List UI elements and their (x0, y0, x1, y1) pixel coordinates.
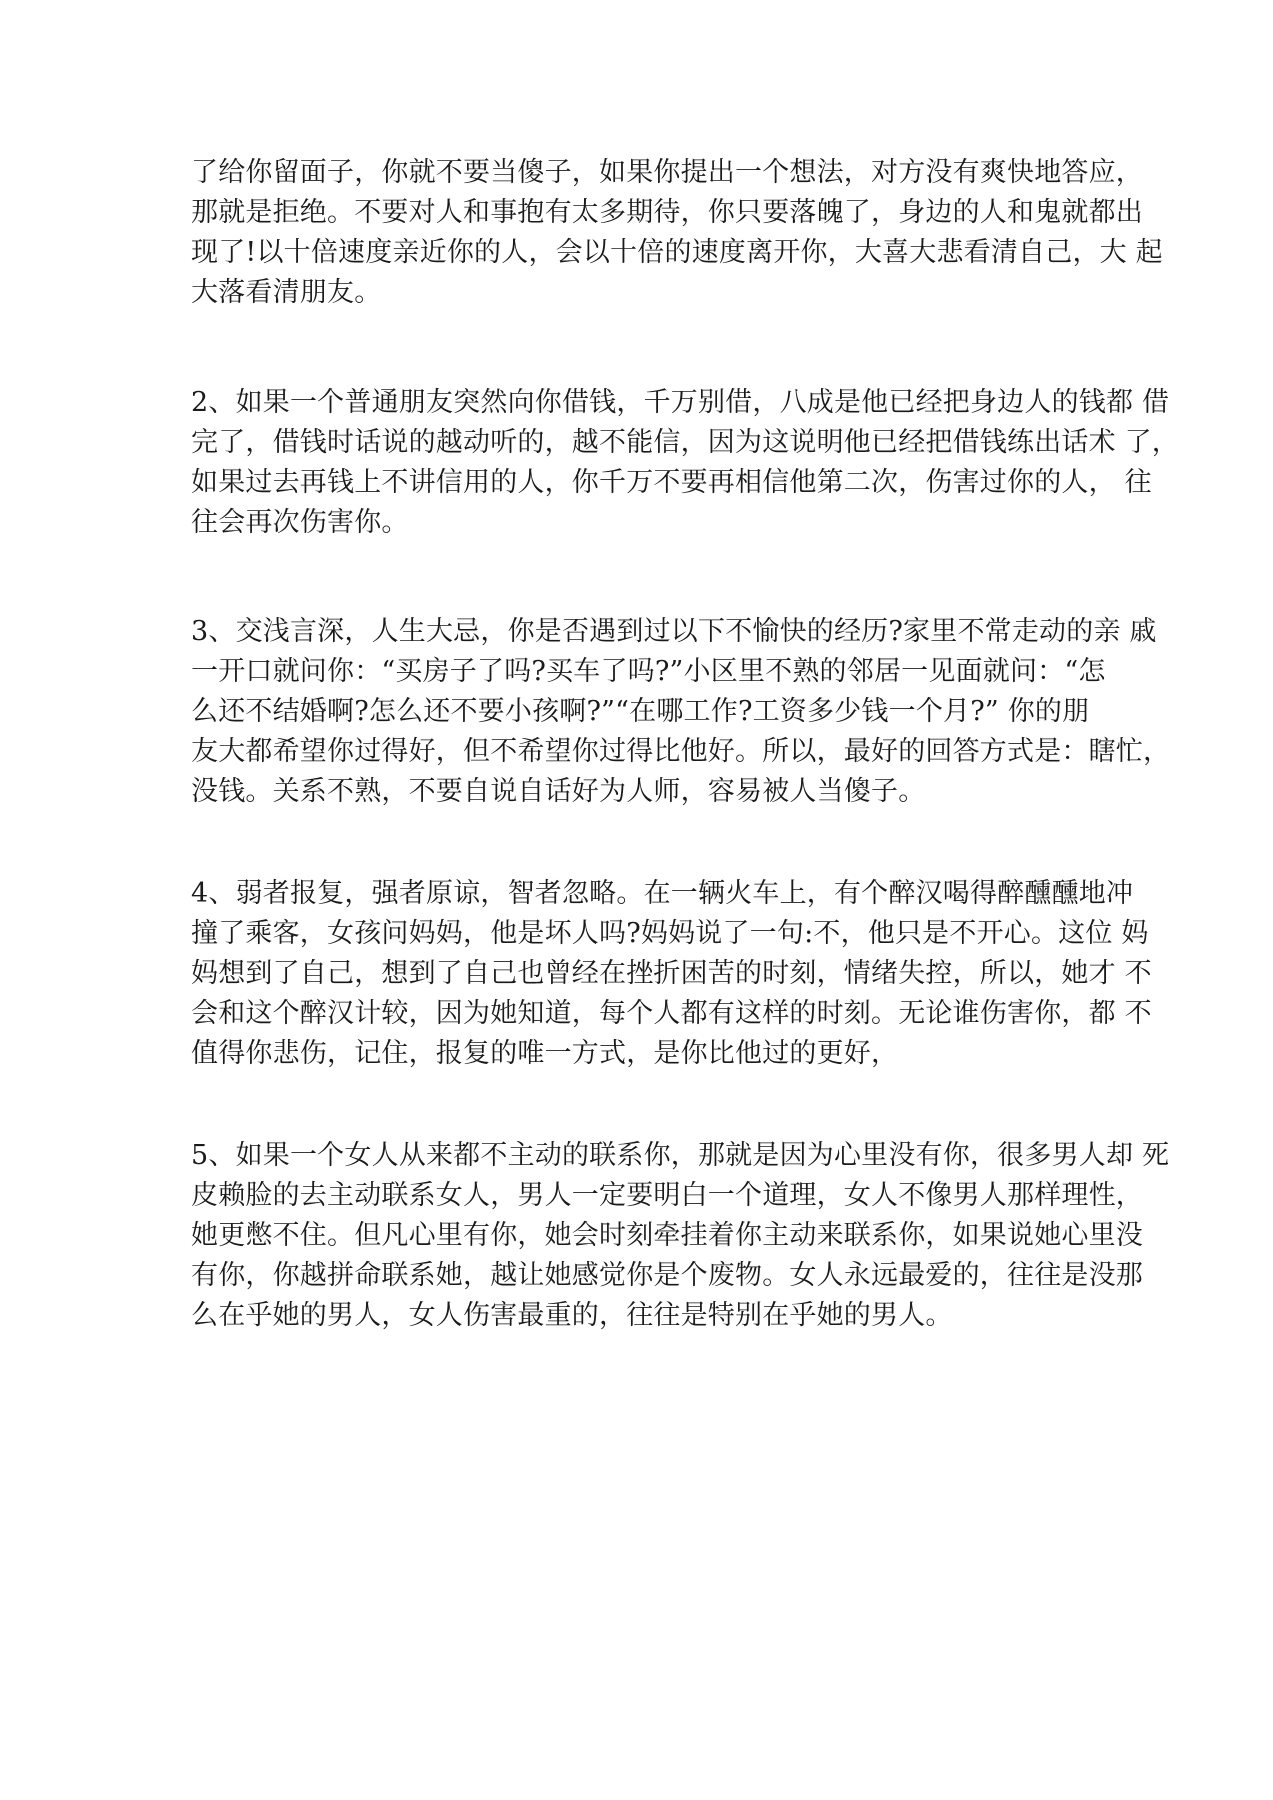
paragraph-3 (191, 612, 1171, 812)
text-line: 么还不结婚啊?怎么还不要小孩啊?”“在哪工作?工资多少钱一个月?” 你的朋 (191, 696, 1090, 727)
text-line: 么在乎她的男人，女人伤害最重的，往往是特别在乎她的男人。 (191, 1300, 953, 1331)
text-line: 了给你留面子，你就不要当傻子，如果你提出一个想法，对方没有爽快地答应， (191, 157, 1143, 188)
text-line: 往会再次伤害你。 (191, 507, 409, 538)
text-line: 友大都希望你过得好，但不希望你过得比他好。所以，最好的回答方式是：瞎忙， (191, 736, 1171, 767)
paragraph-2 (191, 383, 1179, 543)
text-line: 值得你悲伤，记住，报复的唯一方式，是你比他过的更好， (191, 1038, 899, 1069)
text-line: 完了，借钱时话说的越动听的，越不能信，因为这说明他已经把借钱练出话术 了， (191, 427, 1179, 458)
text-line: 一开口就问你：“买房子了吗?买车了吗?”小区里不熟的邻居一见面就问：“怎 (191, 656, 1106, 687)
text-line: 会和这个醉汉计较，因为她知道，每个人都有这样的时刻。无论谁伤害你，都 不 (191, 998, 1152, 1029)
text-line: 皮赖脸的去主动联系女人，男人一定要明白一个道理，女人不像男人那样理性， (191, 1180, 1143, 1211)
text-line: 5、如果一个女人从来都不主动的联系你，那就是因为心里没有你，很多男人却 死 (191, 1140, 1170, 1171)
text-line: 有你，你越拼命联系她，越让她感觉你是个废物。女人永远最爱的，往往是没那 (191, 1260, 1143, 1291)
text-line: 那就是拒绝。不要对人和事抱有太多期待，你只要落魄了，身边的人和鬼就都出 (191, 197, 1143, 228)
text-line: 大落看清朋友。 (191, 277, 382, 308)
paragraph-5 (191, 1136, 1170, 1336)
text-line: 她更憋不住。但凡心里有你，她会时刻牵挂着你主动来联系你，如果说她心里没 (191, 1220, 1143, 1251)
text-line: 没钱。关系不熟，不要自说自话好为人师，容易被人当傻子。 (191, 776, 926, 807)
text-line: 妈想到了自己，想到了自己也曾经在挫折困苦的时刻，情绪失控，所以，她才 不 (191, 958, 1152, 989)
text-line: 撞了乘客，女孩问妈妈，他是坏人吗?妈妈说了一句:不，他只是不开心。这位 妈 (191, 918, 1149, 949)
paragraph-4 (191, 874, 1152, 1074)
text-line: 3、交浅言深，人生大忌，你是否遇到过以下不愉快的经历?家里不常走动的亲 戚 (191, 616, 1157, 647)
text-line: 如果过去再钱上不讲信用的人，你千万不要再相信他第二次，伤害过你的人， 往 (191, 467, 1152, 498)
paragraph-1 (191, 153, 1163, 313)
text-line: 现了!以十倍速度亲近你的人，会以十倍的速度离开你，大喜大悲看清自己，大 起 (191, 237, 1163, 268)
text-line: 4、弱者报复，强者原谅，智者忽略。在一辆火车上，有个醉汉喝得醉醺醺地冲 (191, 878, 1134, 909)
text-line: 2、如果一个普通朋友突然向你借钱，千万别借，八成是他已经把身边人的钱都 借 (191, 387, 1170, 418)
